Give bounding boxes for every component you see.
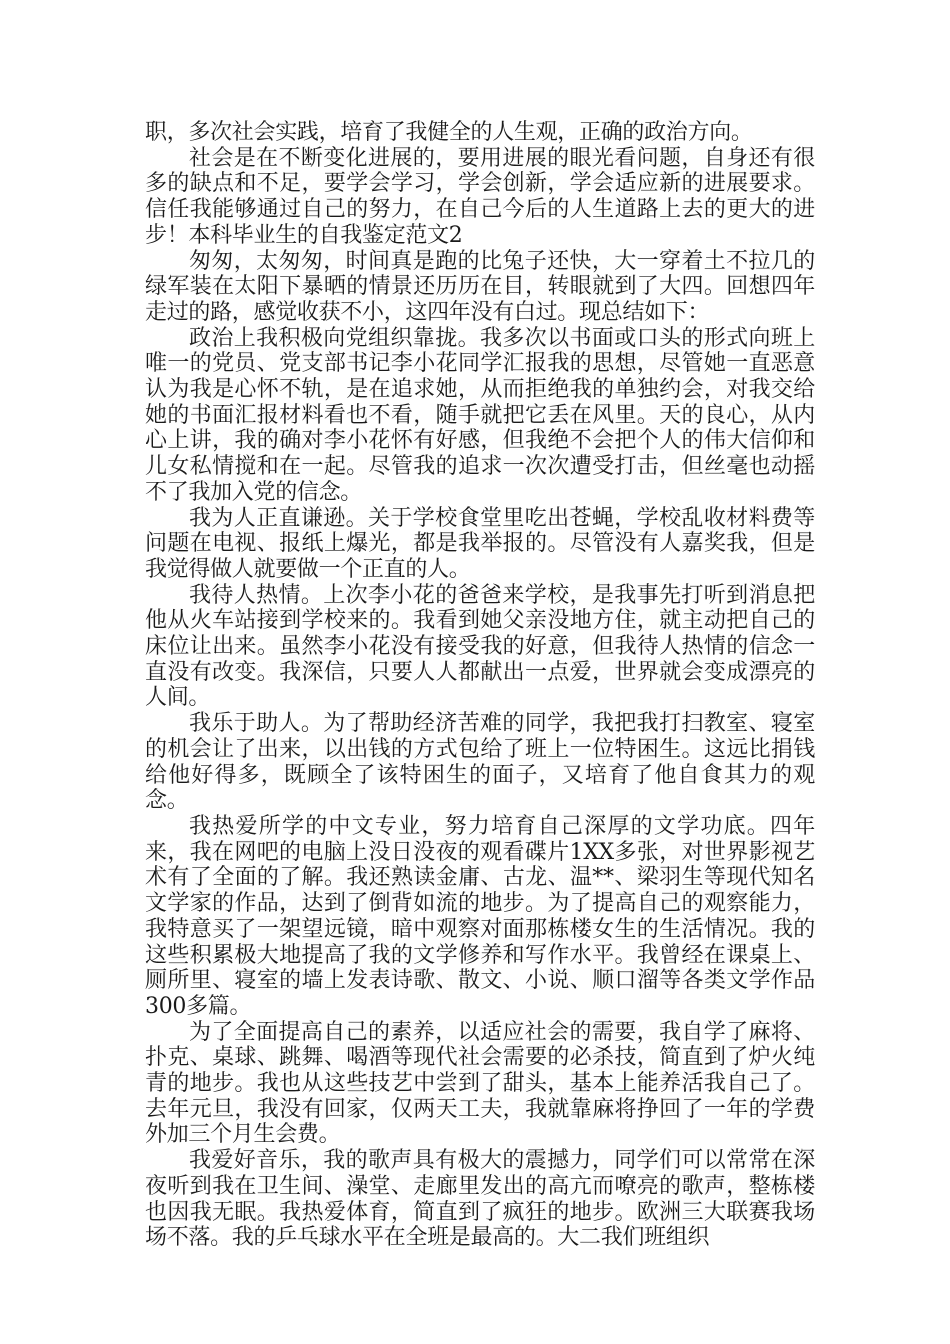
paragraph-4: 政治上我积极向党组织靠拢。我多次以书面或口头的形式向班上唯一的党员、党支部书记李小花同学汇报我的思想，尽管她一直恶意认为我是心怀不轨，是在追求她，从而拒绝我的单独约会，对我交给她的书面汇报材料看也不看，随手就把它丢在风里。天的良心，从内心上讲，我的确对李小花怀有好感，但我绝不会把个人的伟大信仰和儿女私情搅和在一起。尽管我的追求一次次遭受打击，但丝毫也动摇不了我加入党的信念。 [145, 325, 815, 505]
paragraph-6: 我待人热情。上次李小花的爸爸来学校，是我事先打听到消息把他从火车站接到学校来的。我看到她父亲没地方住，就主动把自己的床位让出来。虽然李小花没有接受我的好意，但我待人热情的信念一直没有改变。我深信，只要人人都献出一点爱，世界就会变成漂亮的人间。 [145, 582, 815, 711]
document-body [145, 120, 815, 1251]
paragraph-2: 社会是在不断变化进展的，要用进展的眼光看问题，自身还有很多的缺点和不足，要学会学习，学会创新，学会适应新的进展要求。信任我能够通过自己的努力，在自己今后的人生道路上去的更大的进步！本科毕业生的自我鉴定范文2 [145, 145, 815, 248]
paragraph-1: 职，多次社会实践，培育了我健全的人生观，正确的政治方向。 [145, 120, 753, 145]
paragraph-9: 为了全面提高自己的素养，以适应社会的需要，我自学了麻将、扑克、桌球、跳舞、喝酒等现代社会需要的必杀技，简直到了炉火纯青的地步。我也从这些技艺中尝到了甜头，基本上能养活我自己了。去年元旦，我没有回家，仅两天工夫，我就靠麻将挣回了一年的学费外加三个月生会费。 [145, 1019, 815, 1148]
paragraph-10: 我爱好音乐，我的歌声具有极大的震撼力，同学们可以常常在深夜听到我在卫生间、澡堂、走廊里发出的高亢而嘹亮的歌声，整栋楼也因我无眠。我热爱体育，简直到了疯狂的地步。欧洲三大联赛我场场不落。我的乒乓球水平在全班是最高的。大二我们班组织 [145, 1148, 815, 1251]
paragraph-7: 我乐于助人。为了帮助经济苦难的同学，我把我打扫教室、寝室的机会让了出来，以出钱的方式包给了班上一位特困生。这远比捐钱给他好得多，既顾全了该特困生的面子，又培育了他自食其力的观念。 [145, 711, 815, 814]
paragraph-3: 匆匆，太匆匆，时间真是跑的比兔子还快，大一穿着土不拉几的绿军装在太阳下暴晒的情景还历历在目，转眼就到了大四。回想四年走过的路，感觉收获不小，这四年没有白过。现总结如下： [145, 248, 815, 325]
paragraph-5: 我为人正直谦逊。关于学校食堂里吃出苍蝇，学校乱收材料费等问题在电视、报纸上爆光，都是我举报的。尽管没有人嘉奖我，但是我觉得做人就要做一个正直的人。 [145, 505, 815, 582]
paragraph-8: 我热爱所学的中文专业，努力培育自己深厚的文学功底。四年来，我在网吧的电脑上没日没夜的观看碟片1XX多张，对世界影视艺术有了全面的了解。我还熟读金庸、古龙、温**、梁羽生等现代知名文学家的作品，达到了倒背如流的地步。为了提高自己的观察能力，我特意买了一架望远镜，暗中观察对面那栋楼女生的生活情况。我的这些积累极大地提高了我的文学修养和写作水平。我曾经在课桌上、厕所里、寝室的墙上发表诗歌、散文、小说、顺口溜等各类文学作品300多篇。 [145, 813, 815, 1019]
